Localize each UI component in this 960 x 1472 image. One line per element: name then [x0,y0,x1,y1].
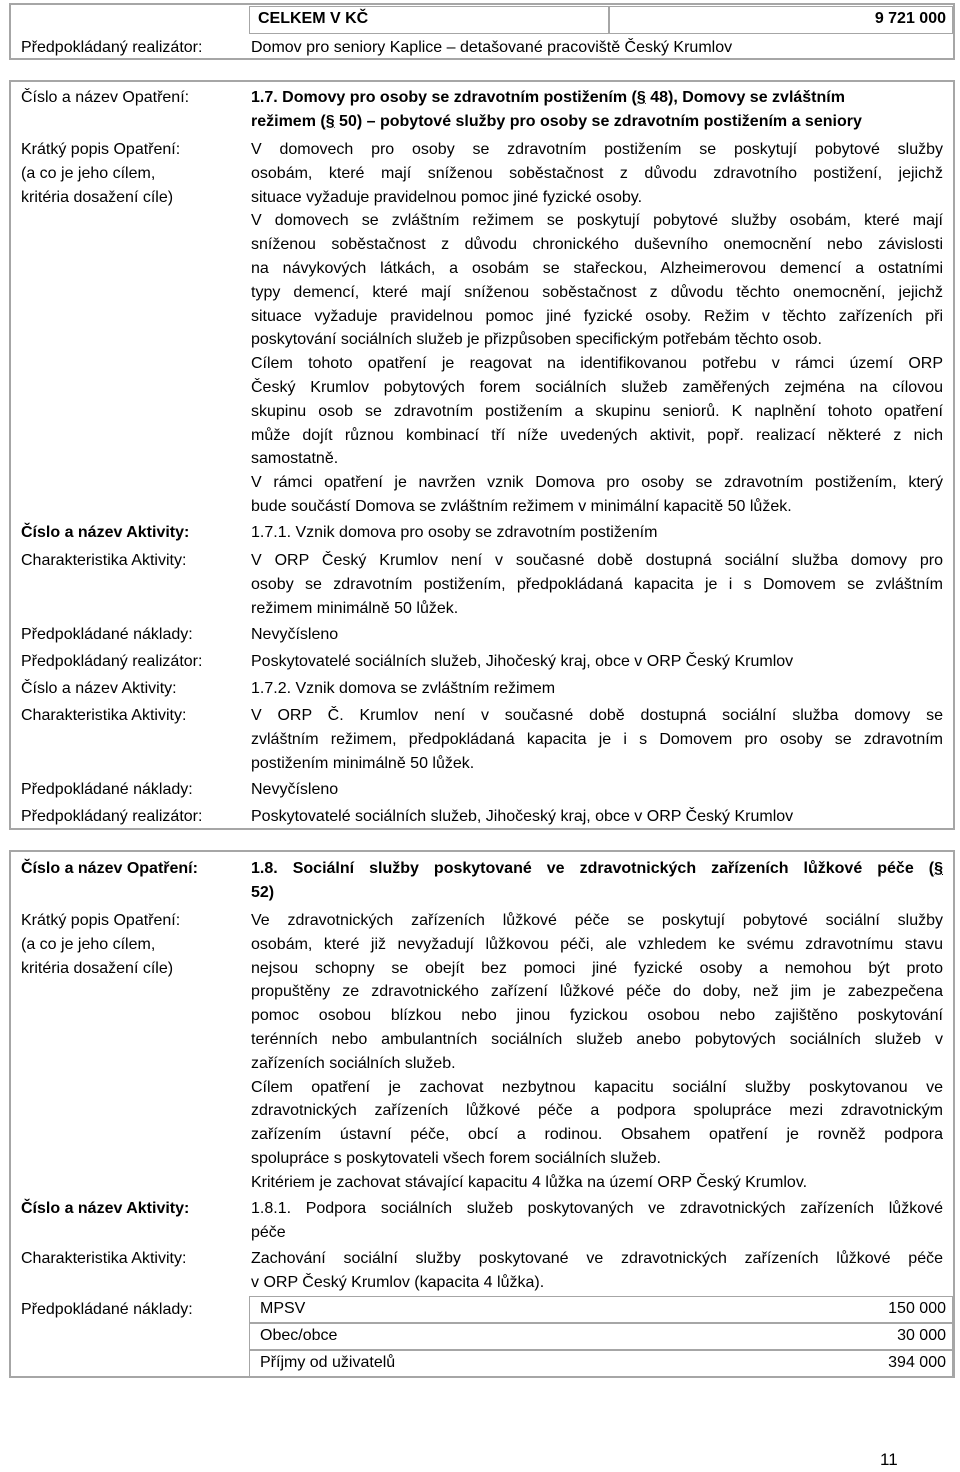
summary-box [9,3,955,60]
measure-desc: V domovech pro osoby se zdravotním postižením se poskytují pobytové služby osobám, které mají sníženou soběstačnost z důvodu zdravotního postižení, jejichž situace vyžaduje pravidelnou pomoc jiné fyzické osoby. V domovech se zvláštním režimem se poskytují pobytové služby osobám, které mají sníženou soběstačnost z důvodu chronického duševního onemocnění nebo závislosti na návykových látkách, a osobám se stařeckou, Alzheimerovou demencí a ostatními typy demencí, které mají sníženou soběstačnost z důvodu těchto onemocnění, jejichž situace vyžaduje pravidelnou pomoc jiné fyzické osoby. Režim v těchto zařízeních při poskytování sociálních služeb je přizpůsoben specifickým potřebám těchto osob. Cílem tohoto opatření je reagovat na identifikovanou potřebu v rámci území ORP Český Krumlov pobytových forem sociálních služeb zaměřených zejména na cílovou skupinu osob se zdravotním postižením a skupinu seniorů. K naplnění tohoto opatření může dojít různou kombinací tří níže uvedených aktivit, popř. realizací některé z nich samostatně. V rámci opatření je navržen vznik Domova pro osoby se zdravotním postižením, který bude součástí Domova se zvláštním režimem v minimální kapacitě 50 lůžek. [251,141,943,515]
cost-row [249,1350,953,1377]
cost-row [249,1296,953,1323]
activity-2-cost: Nevyčísleno [251,781,339,798]
total-label: CELKEM V KČ [258,10,369,27]
activity-1-realizer-label: Předpokládaný realizátor: [21,653,203,670]
page-number: 11 [880,1450,898,1469]
activity-2-realizer: Poskytovatelé sociálních služeb, Jihočeský kraj, obce v ORP Český Krumlov [251,808,794,825]
activity-1-cost: Nevyčísleno [251,626,339,643]
realizer-value: Domov pro seniory Kaplice – detašované pracoviště Český Krumlov [251,39,733,56]
activity-1-title: 1.7.1. Vznik domova pro osoby se zdravotním postižením [251,524,658,541]
measure-title: 1.7. Domovy pro osoby se zdravotním postižením (§ 48), Domovy se zvláštním režimem (§ 50) – pobytové služby pro osoby se zdravotním postižením a seniory [251,89,862,130]
total-value: 9 721 000 [874,10,946,27]
activity-1-label: Číslo a název Aktivity: [21,524,190,541]
activity-1-label: Číslo a název Aktivity: [21,1200,190,1217]
cost-name: MPSV [260,1300,306,1317]
activity-2-label: Číslo a název Aktivity: [21,680,177,697]
activity-2-char-label: Charakteristika Aktivity: [21,707,187,724]
activity-1-char-label: Charakteristika Aktivity: [21,1250,187,1267]
activity-1-cost-label: Předpokládané náklady: [21,626,193,643]
activity-2-char: V ORP Č. Krumlov není v současné době dostupná sociální služba domovy se zvláštním režimem, předpokládaná kapacita je i s Domovem pro osoby se zdravotním postižením minimálně 50 lůžek. [251,707,943,772]
activity-1-realizer: Poskytovatelé sociálních služeb, Jihočeský kraj, obce v ORP Český Krumlov [251,653,794,670]
measure-1-8-box [9,850,955,1378]
activity-1-char-label: Charakteristika Aktivity: [21,552,187,569]
measure-title: 1.8. Sociální služby poskytované ve zdravotnických zařízeních lůžkové péče (§ 52) [251,860,943,901]
measure-1-7-box [9,80,955,830]
total-value-cell [609,6,953,34]
activity-1-cost-label: Předpokládané náklady: [21,1301,193,1318]
cost-amount: 394 000 [888,1354,946,1371]
cost-row [249,1323,953,1350]
activity-2-realizer-label: Předpokládaný realizátor: [21,808,203,825]
measure-desc: Ve zdravotnických zařízeních lůžkové péče se poskytují pobytové sociální služby osobám, které již nevyžadují lůžkovou péči, ale vzhledem ke svému zdravotnímu stavu nejsou schopny se obejít bez pomoci jiné fyzické osoby a nemohou být proto propuštěny ze zdravotnického zařízení lůžkové péče do doby, než jim je zabezpečena pomoc osobou blízkou nebo jinou fyzickou osobou nebo zajištěno poskytování terénních nebo ambulantních sociálních služeb anebo pobytových sociálních služeb v zařízeních sociálních služeb. Cílem opatření je zachovat nezbytnou kapacitu sociální služby poskytovanou ve zdravotnických zařízeních lůžkové péče a podpora spolupráce mezi zdravotnickým zařízením ústavní péče, obcí a rodinou. Obsahem opatření je rovněž podpora spolupráce s poskytovateli všech forem sociálních služeb. Kritériem je zachovat stávající kapacitu 4 lůžka na území ORP Český Krumlov. [251,912,943,1191]
measure-desc-label: Krátký popis Opatření: (a co je jeho cílem, kritéria dosažení cíle) [21,912,181,977]
measure-title-label: Číslo a název Opatření: [21,89,190,106]
activity-1-char: Zachování sociální služby poskytované ve zdravotnických zařízeních lůžkové péče v ORP Český Krumlov (kapacita 4 lůžka). [251,1250,943,1291]
cost-name: Příjmy od uživatelů [260,1354,396,1371]
cost-amount: 150 000 [888,1300,946,1317]
measure-title-label: Číslo a název Opatření: [21,860,198,877]
activity-1-title: 1.8.1. Podpora sociálních služeb poskytovaných ve zdravotnických zařízeních lůžkové péče [251,1200,943,1241]
total-cell [249,6,609,34]
activity-2-title: 1.7.2. Vznik domova se zvláštním režimem [251,680,556,697]
cost-amount: 30 000 [897,1327,946,1344]
cost-name: Obec/obce [260,1327,338,1344]
measure-desc-label: Krátký popis Opatření: (a co je jeho cílem, kritéria dosažení cíle) [21,141,181,206]
activity-2-cost-label: Předpokládané náklady: [21,781,193,798]
realizer-label: Předpokládaný realizátor: [21,39,203,56]
activity-1-char: V ORP Český Krumlov není v současné době dostupná sociální služba domovy pro osoby se zdravotním postižením, předpokládaná kapacita je i s Domovem se zvláštním režimem minimálně 50 lůžek. [251,552,943,617]
